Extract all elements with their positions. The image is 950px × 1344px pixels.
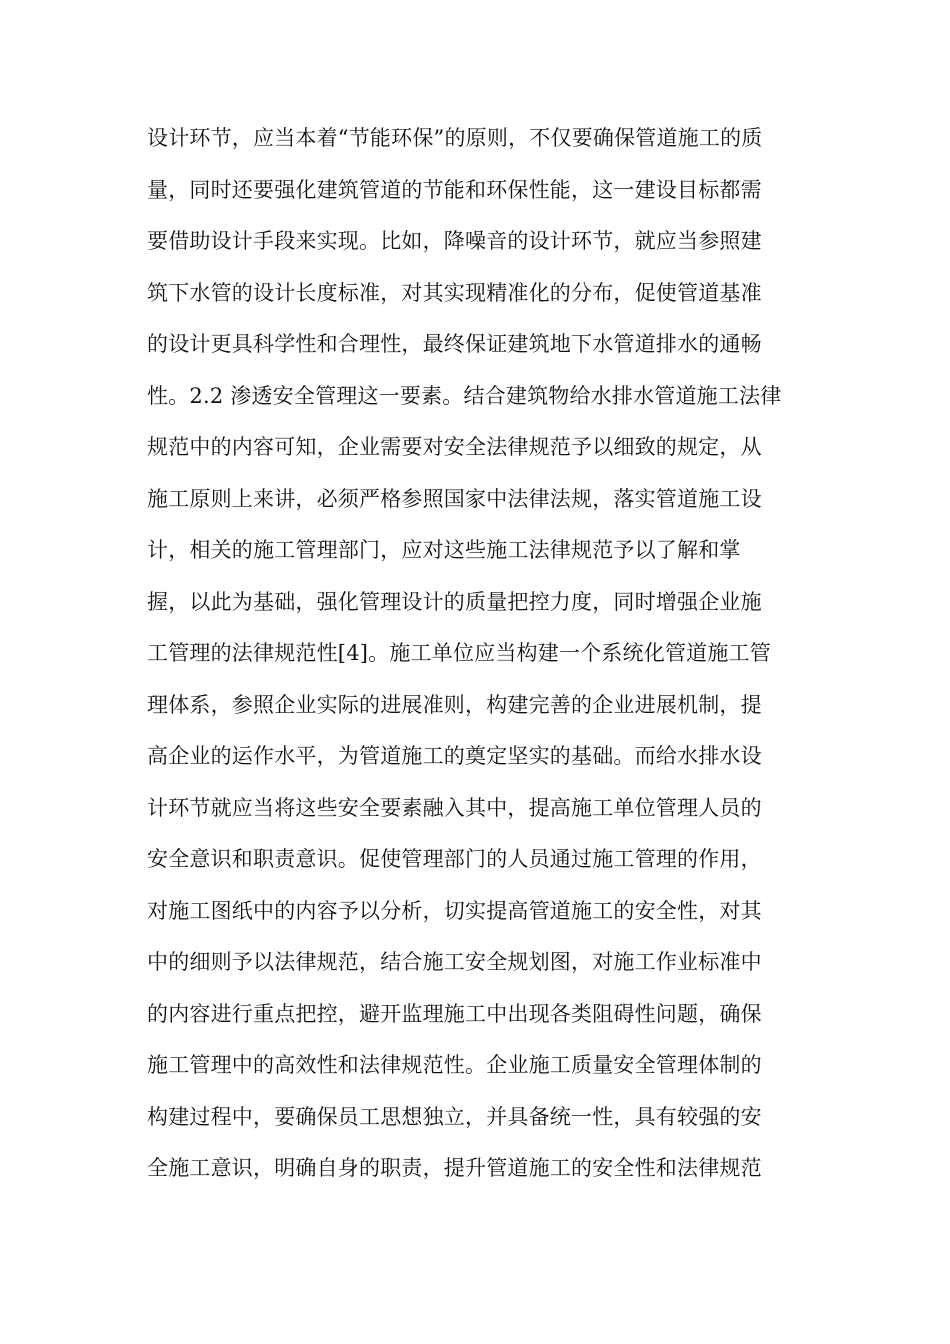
text-line: 理体系，参照企业实际的进展准则，构建完善的企业进展机制，提 [147,692,762,717]
text-line: 中的细则予以法律规范，结合施工安全规划图，对施工作业标准中 [147,950,762,974]
body-text [147,113,827,1195]
text-line: 施工原则上来讲，必须严格参照国家中法律法规，落实管道施工设 [147,486,762,511]
text-line: 构建过程中，要确保员工思想独立，并具备统一性，具有较强的安 [147,1104,762,1129]
text-line: 施工管理中的高效性和法律规范性。企业施工质量安全管理体制的 [147,1053,762,1077]
text-line: 的设计更具科学性和合理性，最终保证建筑地下水管道排水的通畅 [147,332,762,356]
text-line: 计，相关的施工管理部门，应对这些施工法律规范予以了解和掌 [147,538,741,562]
text-line: 安全意识和职责意识。促使管理部门的人员通过施工管理的作用， [147,847,762,871]
text-line: 计环节就应当将这些安全要素融入其中，提高施工单位管理人员的 [147,795,762,820]
text-line: 规范中的内容可知，企业需要对安全法律规范予以细致的规定，从 [147,435,762,459]
text-line: 量，同时还要强化建筑管道的节能和环保性能，这一建设目标都需 [147,177,762,202]
text-line: 工管理的法律规范性[4]。施工单位应当构建一个系统化管道施工管 [147,641,771,665]
text-line: 全施工意识，明确自身的职责，提升管道施工的安全性和法律规范 [147,1156,762,1180]
text-line: 对施工图纸中的内容予以分析，切实提高管道施工的安全性，对其 [147,898,762,923]
text-line: 握，以此为基础，强化管理设计的质量把控力度，同时增强企业施 [147,589,762,614]
text-line: 筑下水管的设计长度标准，对其实现精准化的分布，促使管道基准 [147,280,762,305]
text-line: 设计环节，应当本着“节能环保”的原则，不仅要确保管道施工的质 [147,126,763,150]
text-line: 要借助设计手段来实现。比如，降噪音的设计环节，就应当参照建 [147,229,762,253]
text-line: 性。2.2 渗透安全管理这一要素。结合建筑物给水排水管道施工法律 [147,383,782,408]
text-line: 的内容进行重点把控，避开监理施工中出现各类阻碍性问题，确保 [147,1001,762,1026]
text-line: 高企业的运作水平，为管道施工的奠定坚实的基础。而给水排水设 [147,744,762,768]
